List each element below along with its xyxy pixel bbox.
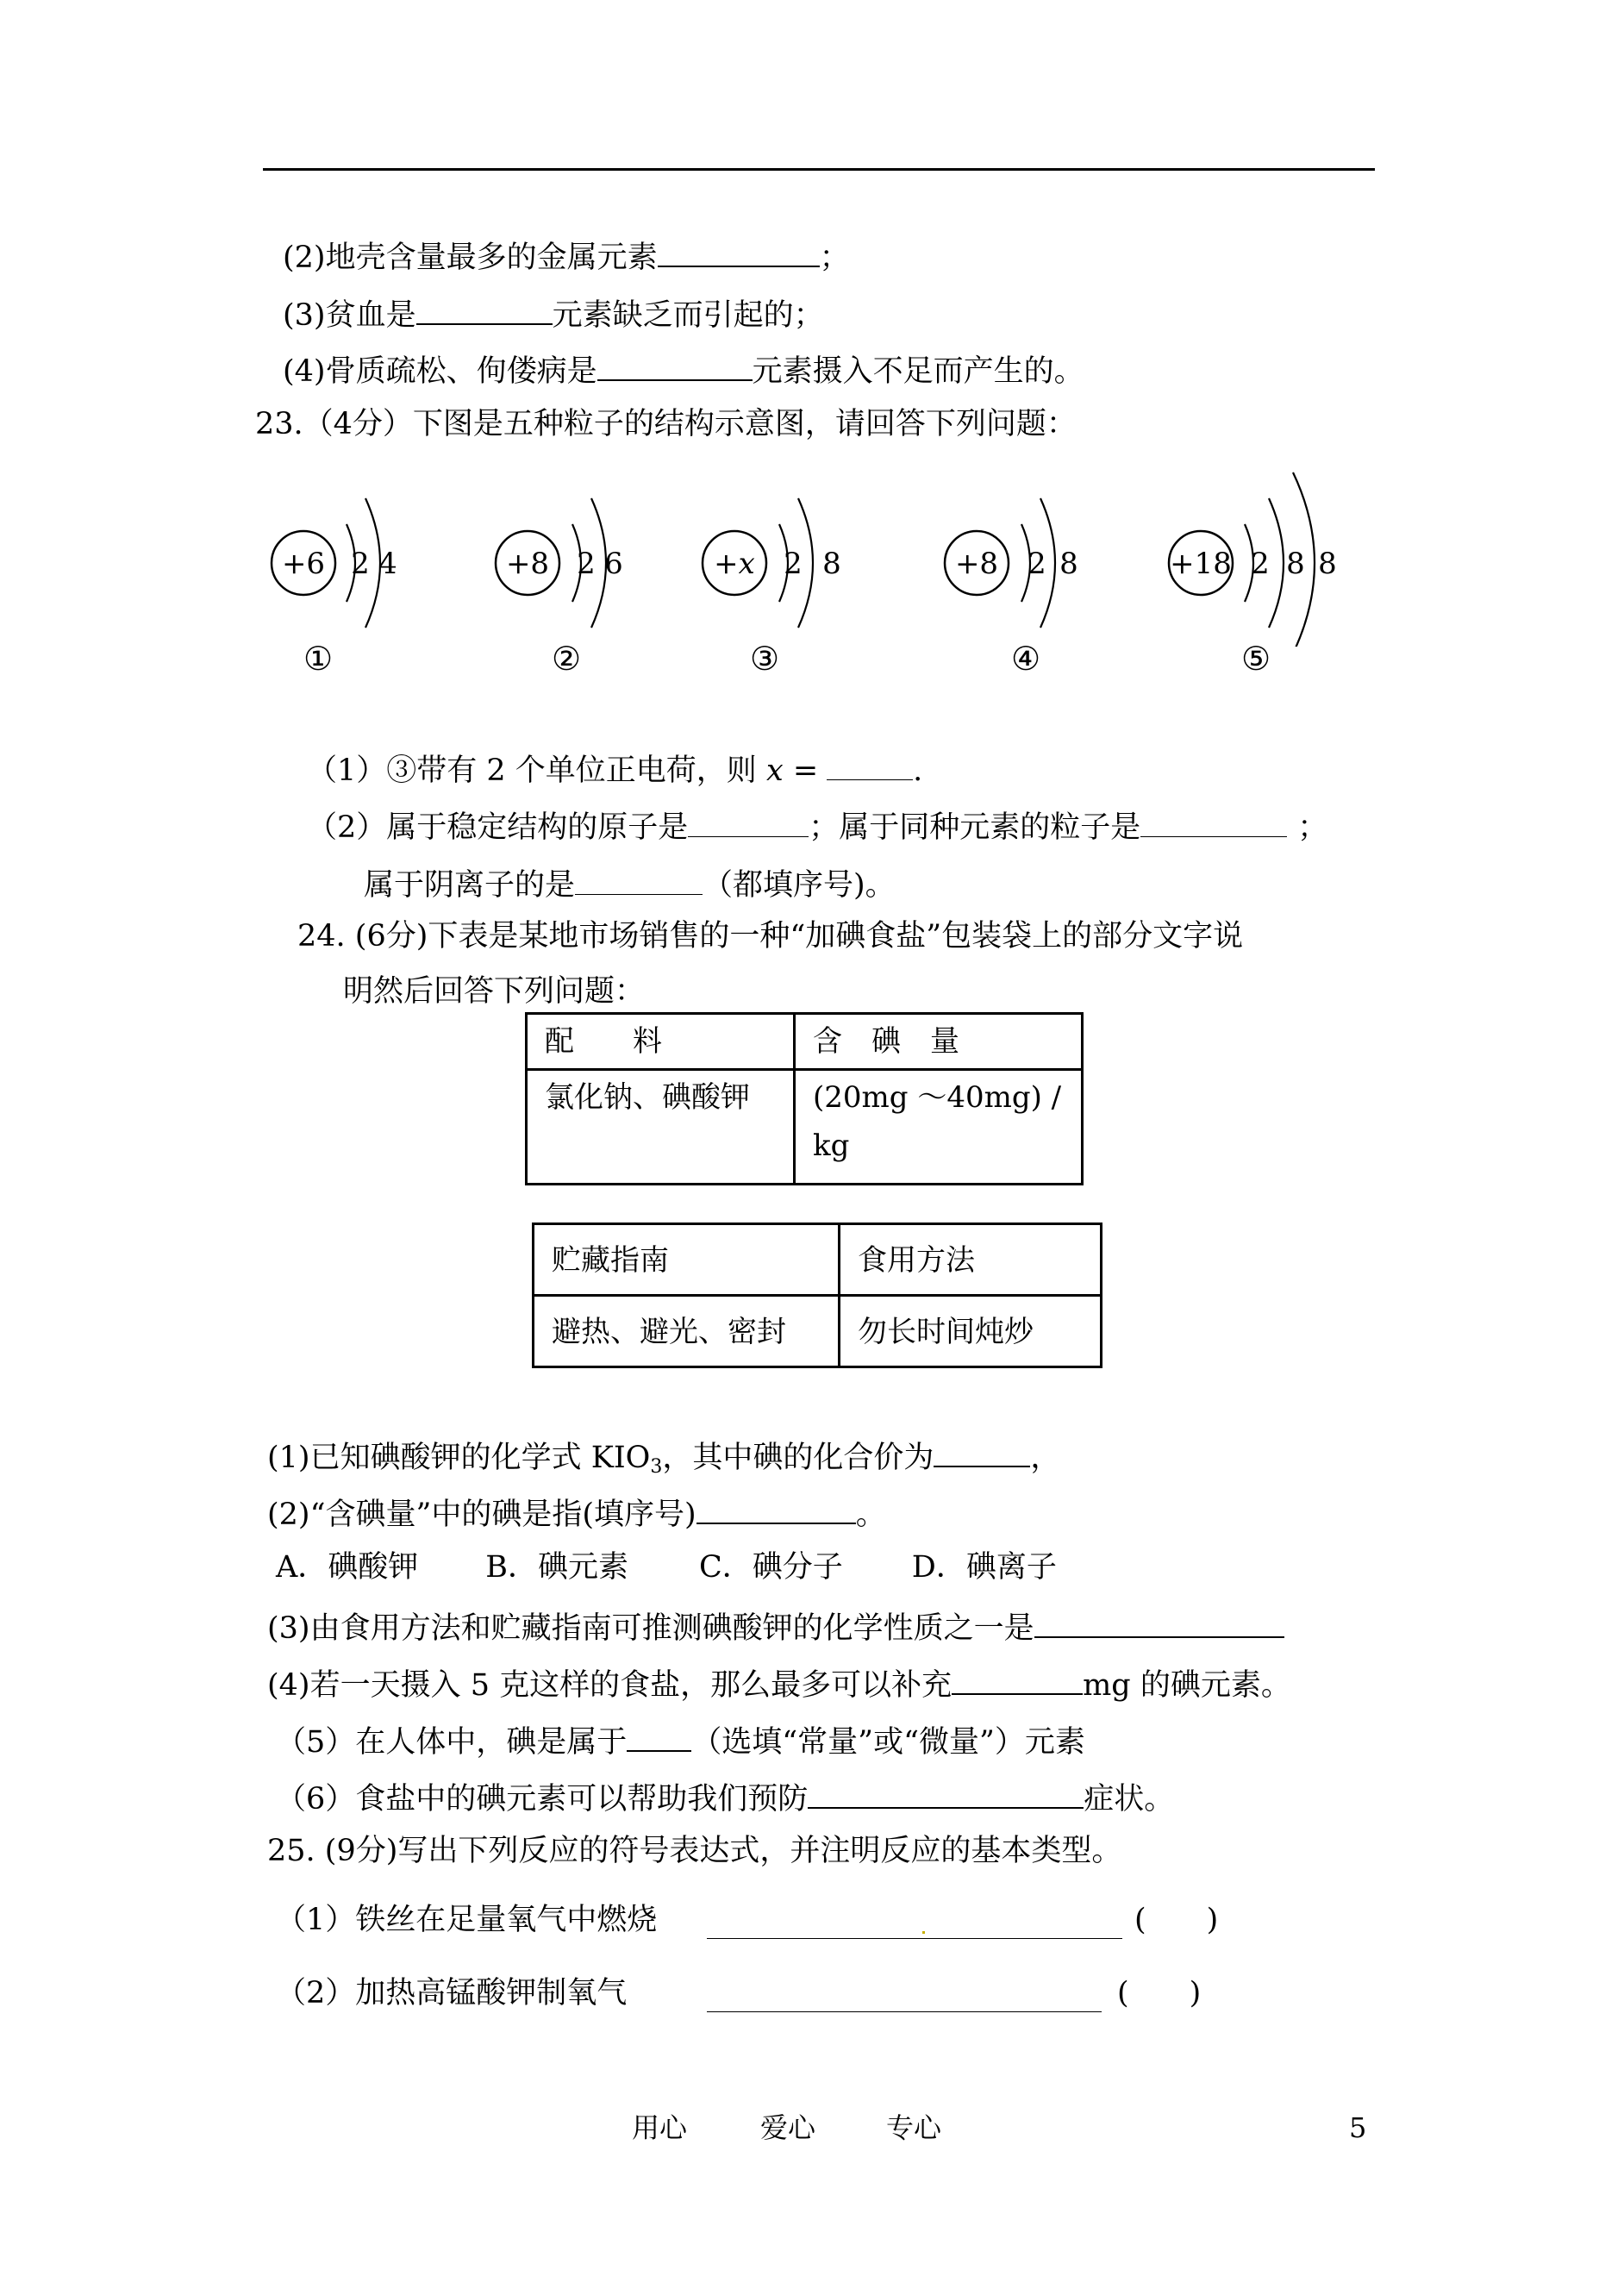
q25-sub1-paren: ( )	[1134, 1903, 1219, 1937]
q24-sub1-subscript: 3	[650, 1456, 663, 1478]
q23-sub1-text: （1）③带有 2 个单位正电荷，则	[307, 754, 757, 788]
footer-middle: 爱心	[760, 2111, 816, 2144]
particle-4-nucleus: +8	[954, 547, 999, 581]
table1-header-ingredients: 配 料	[527, 1014, 795, 1070]
q24-sub6	[276, 1776, 1174, 1818]
q24-options	[276, 1548, 1057, 1586]
q24-sub1-post: ，其中碘的化合价为	[662, 1441, 934, 1475]
q24-title-line1: 24. (6分)下表是某地市场销售的一种“加碘食盐”包装袋上的部分文字说	[297, 919, 1244, 954]
q22-item2	[283, 235, 850, 277]
q24-sub4	[267, 1662, 1291, 1704]
salt-label-table-2	[532, 1223, 1102, 1368]
q24-sub1-end: ，	[1030, 1441, 1061, 1475]
header-rule	[263, 168, 1375, 171]
q25-sub2: （2）加热高锰酸钾制氧气	[276, 1976, 628, 2010]
q25-sub1: （1）铁丝在足量氧气中燃烧	[276, 1903, 658, 1937]
particle-1-nucleus: +6	[281, 547, 326, 581]
q23-sub1-var: x	[765, 754, 784, 788]
q24-option-c[interactable]: C．碘分子	[699, 1550, 843, 1585]
table1-header-iodine-content: 含 碘 量	[795, 1014, 1083, 1070]
particle-3-structure	[703, 498, 841, 628]
q24-sub2	[267, 1491, 886, 1534]
q23-sub2-text-c: ；	[1297, 810, 1328, 845]
q24-sub3	[267, 1605, 1284, 1648]
q24-sub3-blank[interactable]	[1034, 1605, 1284, 1638]
particle-4-structure	[945, 498, 1078, 628]
particle-3-shell-1: 2	[784, 547, 803, 581]
table2-storage-value: 避热、避光、密封	[534, 1296, 840, 1367]
q23-sub2-text-a: （2）属于稳定结构的原子是	[307, 810, 689, 845]
q22-item2-end: ；	[819, 241, 850, 275]
q24-option-d[interactable]: D．碘离子	[911, 1550, 1057, 1585]
particle-3-nucleus-var: x	[738, 547, 755, 581]
svg-text:+x	[714, 547, 755, 581]
particle-5-label: ⑤	[1241, 640, 1271, 678]
q23-sub2-text-b: ；属于同种元素的粒子是	[809, 810, 1141, 845]
q25-sub2-blank[interactable]	[707, 2011, 1102, 2012]
page-number: 5	[1349, 2111, 1367, 2144]
particle-4-shell-2: 8	[1059, 547, 1078, 581]
footer-left: 用心	[632, 2111, 688, 2144]
q23-title: 23.（4分）下图是五种粒子的结构示意图，请回答下列问题：	[255, 407, 1077, 441]
footer-right: 专心	[886, 2111, 942, 2144]
q24-sub1	[267, 1435, 1060, 1486]
particle-2-label: ②	[552, 640, 582, 678]
q24-sub5-blank[interactable]	[627, 1719, 691, 1752]
particle-3-label: ③	[750, 640, 780, 678]
particle-5-shell-1: 2	[1251, 547, 1270, 581]
q24-sub6-post: 症状。	[1084, 1782, 1175, 1817]
q22-item3	[283, 292, 824, 335]
q22-item3-pre: (3)贫血是	[283, 298, 416, 333]
q23-sub2-text-e: （都填序号)。	[703, 868, 896, 903]
q24-option-a[interactable]: A．碘酸钾	[276, 1550, 419, 1585]
particle-5-nucleus: +18	[1170, 547, 1232, 581]
q24-sub6-pre: （6）食盐中的碘元素可以帮助我们预防	[276, 1782, 809, 1817]
particle-2-shell-1: 2	[577, 547, 596, 581]
q23-sub1	[307, 748, 922, 790]
table1-ingredients-value: 氯化钠、碘酸钾	[527, 1070, 795, 1185]
q24-sub4-pre: (4)若一天摄入 5 克这样的食盐，那么最多可以补充	[267, 1668, 953, 1703]
particle-4-shell-1: 2	[1027, 547, 1046, 581]
q24-sub4-post: mg 的碘元素。	[1083, 1668, 1291, 1703]
q24-sub2-blank[interactable]	[696, 1491, 856, 1524]
table2-usage-value: 勿长时间炖炒	[840, 1296, 1102, 1367]
q24-sub2-end: 。	[855, 1498, 886, 1532]
q22-item4-pre: (4)骨质疏松、佝偻病是	[283, 354, 597, 389]
q24-sub3-text: (3)由食用方法和贮藏指南可推测碘酸钾的化学性质之一是	[267, 1611, 1034, 1646]
q25-title: 25. (9分)写出下列反应的符号表达式，并注明反应的基本类型。	[267, 1834, 1122, 1868]
q24-sub5	[276, 1719, 1085, 1761]
q23-sub1-blank[interactable]	[827, 748, 913, 780]
q22-item4-blank[interactable]	[597, 348, 753, 381]
table1-iodine-value-line2: kg	[813, 1129, 850, 1163]
q24-sub1-blank[interactable]	[934, 1435, 1030, 1467]
table1-iodine-value-line1: (20mg ～40mg) /	[813, 1080, 1062, 1115]
q22-item4	[283, 348, 1084, 391]
q24-sub5-pre: （5）在人体中，碘是属于	[276, 1725, 628, 1760]
particle-1-structure	[272, 498, 397, 628]
q23-sub1-eq: =	[783, 754, 819, 788]
q25-sub2-paren: ( )	[1117, 1976, 1202, 2010]
particle-1-shell-2: 4	[378, 547, 397, 581]
particle-5-shell-3: 8	[1318, 547, 1337, 581]
q24-sub2-pre: (2)“含碘量”中的碘是指(填序号)	[267, 1498, 696, 1532]
particle-4-label: ④	[1011, 640, 1041, 678]
q23-sub2-blank-1[interactable]	[688, 805, 809, 837]
particle-3-nucleus-sign: +	[714, 547, 739, 581]
q23-sub2-text-d: 属于阴离子的是	[364, 868, 576, 903]
q23-sub2-blank-3[interactable]	[575, 863, 703, 895]
q24-sub1-pre: (1)已知碘酸钾的化学式 KIO	[267, 1441, 651, 1475]
stray-mark	[922, 1931, 925, 1934]
table2-header-storage: 贮藏指南	[534, 1224, 840, 1296]
q22-item4-post: 元素摄入不足而产生的。	[752, 354, 1084, 389]
atom-diagrams	[259, 457, 1379, 647]
particle-2-structure	[496, 498, 623, 628]
particle-1-label: ①	[303, 640, 334, 678]
q22-item3-blank[interactable]	[416, 292, 553, 325]
table2-header-usage: 食用方法	[840, 1224, 1102, 1296]
particle-2-nucleus: +8	[505, 547, 550, 581]
particle-1-shell-1: 2	[351, 547, 370, 581]
q22-item2-blank[interactable]	[658, 235, 820, 267]
q24-sub4-blank[interactable]	[952, 1662, 1083, 1695]
q24-sub6-blank[interactable]	[808, 1776, 1084, 1809]
q23-sub2-cont	[364, 863, 896, 904]
particle-3-shell-2: 8	[822, 547, 841, 581]
q24-title-line2: 明然后回答下列问题：	[343, 974, 646, 1009]
particle-2-shell-2: 6	[604, 547, 623, 581]
q24-sub5-post: （选填“常量”或“微量”）元素	[691, 1725, 1085, 1760]
q22-item3-post: 元素缺乏而引起的；	[552, 298, 824, 333]
table1-iodine-value	[795, 1070, 1083, 1185]
q23-sub2-blank-2[interactable]	[1140, 805, 1287, 837]
salt-label-table-1	[525, 1012, 1084, 1185]
particle-5-structure	[1169, 472, 1337, 647]
particle-5-shell-2: 8	[1286, 547, 1305, 581]
q25-sub1-blank[interactable]	[707, 1938, 1122, 1939]
q23-sub1-end: .	[913, 754, 923, 788]
q23-sub2	[307, 805, 1327, 847]
q22-item2-text: (2)地壳含量最多的金属元素	[283, 241, 658, 275]
q24-option-b[interactable]: B．碘元素	[485, 1550, 629, 1585]
